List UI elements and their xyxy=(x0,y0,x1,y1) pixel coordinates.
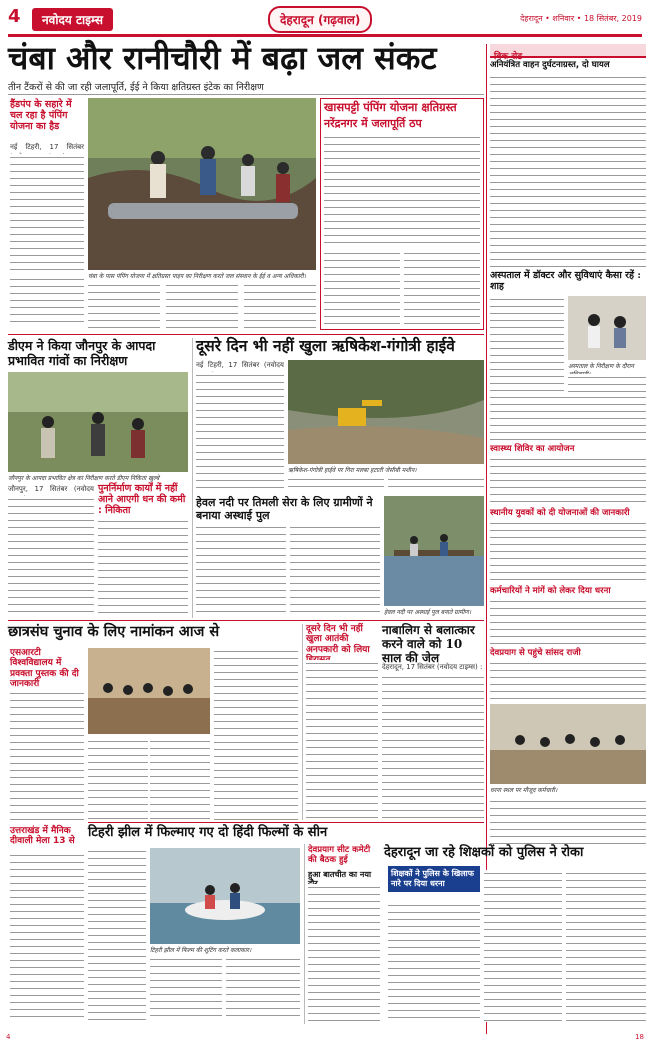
hewal-photo-caption: हेवल नदी पर अस्थाई पुल बनाते ग्रामीण। xyxy=(384,609,471,616)
dm-photo xyxy=(8,372,188,472)
rape-headline: नाबालिग से बलात्कार करने वाले को 10 साल की जेल xyxy=(382,623,475,665)
lead-photo xyxy=(88,98,316,270)
tehri-photo-illustration xyxy=(150,848,300,944)
teachers-subhead: शिक्षकों ने पुलिस के खिलाफ नारे पर दिया धरना xyxy=(388,866,480,892)
text-block xyxy=(8,496,94,616)
lead-headline: चंबा और रानीचौरी में बढ़ा जल संकट xyxy=(8,39,437,77)
right-story2-head: अस्पताल में डॉक्टर और सुविधाएं कैसा रहें : शाह xyxy=(490,270,641,293)
text-block xyxy=(490,520,646,584)
highway-photo-illustration xyxy=(288,360,484,464)
column-divider xyxy=(192,338,193,618)
text-block xyxy=(196,524,286,616)
text-block xyxy=(490,394,646,440)
text-block xyxy=(150,738,210,820)
tehri-headline: टिहरी झील में फिल्माए गए दो हिंदी फिल्मों के सीन xyxy=(88,825,328,840)
text-block xyxy=(166,282,238,330)
lead-deck: तीन टैंकरों से की जा रही जलापूर्ति, ईई ने किया क्षतिग्रस्त इंटेक का निरीक्षण xyxy=(8,82,264,93)
right-story4-head: स्थानीय युवकों को दी योजनाओं की जानकारी xyxy=(490,508,630,518)
text-block xyxy=(388,902,480,1022)
highway-photo xyxy=(288,360,484,464)
section-label: देहरादून (गढ़वाल) xyxy=(268,6,372,33)
text-block xyxy=(88,738,148,820)
text-block xyxy=(244,282,316,330)
text-block xyxy=(290,524,380,616)
text-block xyxy=(306,660,378,820)
text-block xyxy=(10,154,84,274)
rule xyxy=(8,334,484,335)
bottom-mid-subhead: हुआ बातचीत का नया xyxy=(308,870,372,879)
text-block xyxy=(324,134,480,246)
text-block xyxy=(490,598,646,646)
lead-photo-illustration xyxy=(88,98,316,270)
highway-headline: दूसरे दिन भी नहीं खुला ऋषिकेश-गंगोत्री हाईवे xyxy=(196,336,455,355)
text-block xyxy=(98,518,188,616)
text-block xyxy=(88,282,160,330)
tehri-photo xyxy=(150,848,300,944)
right-photo-caption: अस्पताल के निरीक्षण के दौरान xyxy=(568,363,634,370)
brand-logo: नवोदय टाइम्स xyxy=(32,8,113,31)
rape-dateline: देहरादून, 17 सितंबर (नवोदय टाइम्स) : xyxy=(382,663,483,671)
election-headline: छात्रसंघ चुनाव के लिए नामांकन आज से xyxy=(8,623,220,640)
text-block xyxy=(288,476,384,492)
footer-page-left: 4 xyxy=(6,1033,11,1041)
right-headline: अनियंत्रित वाहन दुर्घटनाग्रस्त, दो घायल xyxy=(490,60,610,70)
text-block xyxy=(10,852,84,1022)
text-block xyxy=(566,870,646,1022)
dm-headline: डीएम ने किया जौनपुर के आपदा प्रभावित गांवों का निरीक्षण xyxy=(8,338,156,368)
text-block xyxy=(150,956,222,1022)
text-block xyxy=(568,374,646,392)
hewal-photo xyxy=(384,496,484,606)
page-number: 4 xyxy=(8,6,21,27)
election-bottom-head: उत्तराखंड में मैनिक दीवाली मेला 13 से xyxy=(10,826,75,847)
text-block xyxy=(324,250,400,326)
right-photo-2-caption: धरना स्थल पर मौजूद कर्मचारी। xyxy=(490,787,558,794)
footer-page-right: 18 xyxy=(635,1033,644,1041)
right-story6-head: देवप्रयाग से पहुंचे सांसद राजी xyxy=(490,648,581,658)
masthead xyxy=(0,0,650,40)
right-photo-illustration xyxy=(568,296,646,360)
right-photo-2-illustration xyxy=(490,704,646,784)
teachers-headline: देहरादून जा रहे शिक्षकों को पुलिस ने रोका xyxy=(384,845,584,860)
highway-photo-caption: ऋषिकेश-गंगोत्री हाईवे पर गिरा मलबा हटाती जेसीबी मशीन। xyxy=(288,467,417,474)
lead-photo-caption: चंबा के पास पंपिंग योजना में क्षतिग्रस्त पाइप का निरीक्षण करते जल संस्थान के ईई व अन्य अधिकारी। xyxy=(88,273,306,280)
text-block xyxy=(490,74,646,264)
election-photo-illustration xyxy=(88,648,210,734)
right-tag: विक रोड xyxy=(494,52,523,62)
column-divider xyxy=(302,624,303,820)
text-block xyxy=(382,674,484,820)
text-block xyxy=(214,648,298,820)
text-block xyxy=(10,276,84,328)
highway-dateline: नई टिहरी, 17 सितंबर (नवोदय xyxy=(196,361,284,369)
election-subhead: एसआरटी विश्वविद्यालय में प्रवक्ता पुस्तक की दी जानकारी xyxy=(10,648,79,690)
text-block xyxy=(88,848,146,1022)
text-block xyxy=(308,884,380,1022)
khaspatti-subhead: नरेंद्रनगर में जलापूर्ति ठप xyxy=(324,117,422,130)
small-story-head: दूसरे दिन भी नहीं खुला आतंकी अनपकारी को लिया xyxy=(306,624,370,655)
hewal-photo-illustration xyxy=(384,496,484,606)
text-block xyxy=(404,250,480,326)
lead-sidebar-head: हैंडपंप के सहारे में चल रहा है पंपिंग योजना का हैड xyxy=(10,99,72,132)
text-block xyxy=(490,456,646,504)
election-photo xyxy=(88,648,210,734)
text-block xyxy=(226,956,300,1022)
right-story5-head: कर्मचारियों ने मांगें को लेकर दिया धरना xyxy=(490,586,611,596)
text-block xyxy=(388,476,484,492)
column-divider xyxy=(304,844,305,1024)
dm-photo-illustration xyxy=(8,372,188,472)
text-block xyxy=(490,296,564,392)
date-line: देहरादून • शनिवार • 18 सितंबर, 2019 xyxy=(520,14,642,23)
lead-dateline: नई टिहरी, 17 सितंबर xyxy=(10,143,84,151)
right-photo-2 xyxy=(490,704,646,784)
rule xyxy=(8,620,484,621)
rule xyxy=(490,266,646,267)
right-tag-bar xyxy=(490,44,646,62)
bottom-mid-headline: देवप्रयाग सीट कमेटी की बैठक हुई xyxy=(308,845,371,865)
hewal-headline: हेवल नदी पर तिमली सेरा के लिए ग्रामीणों ने बनाया अस्थाई पुल xyxy=(196,496,373,523)
text-block xyxy=(196,372,284,492)
dm-dateline: जौनपुर, 17 सितंबर (नवोदय xyxy=(8,485,94,493)
rule xyxy=(88,822,484,823)
masthead-rule xyxy=(8,34,642,37)
dm-sidebar-head: पुनर्निर्माण कार्यों में नहीं आने आएगी धन की कमी : निकिता xyxy=(98,483,186,516)
text-block xyxy=(490,798,646,844)
rule xyxy=(8,94,484,95)
text-block xyxy=(484,870,562,1022)
right-photo xyxy=(568,296,646,360)
text-block xyxy=(10,690,84,820)
dm-photo-caption: जौनपुर के आपदा प्रभावित क्षेत्र का निरीक्षण करते डीएम निकिता खुल्बे xyxy=(8,475,160,482)
right-story3-head: स्वास्थ्य शिविर का आयोजन xyxy=(490,444,575,454)
tehri-photo-caption: टिहरी झील में फिल्म की शूटिंग करते कलाकार। xyxy=(150,947,252,954)
text-block xyxy=(490,660,646,700)
khaspatti-headline: खासपट्टी पंपिंग योजना क्षतिग्रस्त xyxy=(324,100,457,114)
